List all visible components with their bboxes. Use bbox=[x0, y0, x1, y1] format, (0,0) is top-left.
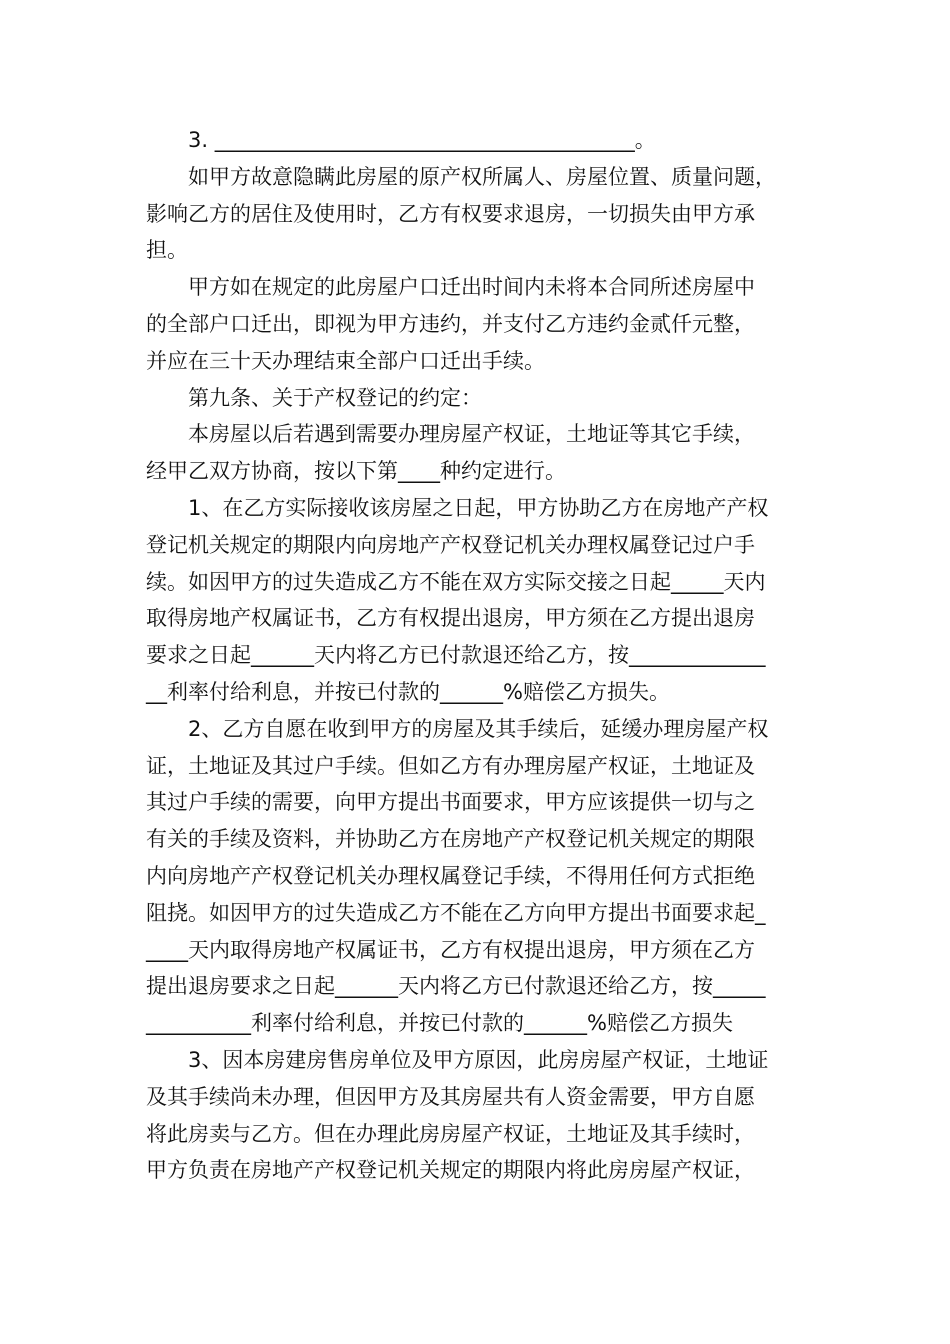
document-line: 经甲乙双方协商，按以下第____种约定进行。 bbox=[146, 459, 566, 484]
document-body bbox=[146, 122, 811, 1189]
document-line: 1、在乙方实际接收该房屋之日起，甲方协助乙方在房地产产权 bbox=[146, 495, 769, 520]
document-line: 提出退房要求之日起______天内将乙方已付款退还给乙方，按_____ bbox=[146, 974, 766, 999]
document-line: 登记机关规定的期限内向房地产产权登记机关办理权属登记过户手 bbox=[146, 532, 755, 557]
document-line: 有关的手续及资料，并协助乙方在房地产产权登记机关规定的期限 bbox=[146, 827, 755, 852]
document-line: 2、乙方自愿在收到甲方的房屋及其手续后，延缓办理房屋产权 bbox=[146, 716, 769, 741]
document-line: 本房屋以后若遇到需要办理房屋产权证，土地证等其它手续， bbox=[146, 422, 755, 447]
document-line: 证，土地证及其过户手续。但如乙方有办理房屋产权证，土地证及 bbox=[146, 753, 755, 778]
document-line: 及其手续尚未办理，但因甲方及其房屋共有人资金需要，甲方自愿 bbox=[146, 1084, 755, 1109]
document-line: 甲方如在规定的此房屋户口迁出时间内未将本合同所述房屋中 bbox=[146, 275, 755, 300]
document-line: 影响乙方的居住及使用时，乙方有权要求退房，一切损失由甲方承 bbox=[146, 201, 755, 226]
document-line: 如甲方故意隐瞒此房屋的原产权所属人、房屋位置、质量问题， bbox=[146, 164, 776, 189]
document-line: __________利率付给利息，并按已付款的______%赔偿乙方损失 bbox=[146, 1011, 733, 1036]
document-line: 取得房地产权属证书，乙方有权提出退房，甲方须在乙方提出退房 bbox=[146, 606, 755, 631]
document-line: ____天内取得房地产权属证书，乙方有权提出退房，甲方须在乙方 bbox=[146, 937, 755, 962]
document-line: 第九条、关于产权登记的约定： bbox=[146, 385, 482, 410]
document-line: 担。 bbox=[146, 238, 188, 263]
document-line: 要求之日起______天内将乙方已付款退还给乙方，按_____________ bbox=[146, 643, 766, 668]
document-line: 的全部户口迁出，即视为甲方违约，并支付乙方违约金贰仟元整， bbox=[146, 311, 755, 336]
document-line: 阻挠。如因甲方的过失造成乙方不能在乙方向甲方提出书面要求起_ bbox=[146, 900, 766, 925]
document-line: 将此房卖与乙方。但在办理此房房屋产权证，土地证及其手续时， bbox=[146, 1121, 755, 1146]
document-line: 3、因本房建房售房单位及甲方原因，此房房屋产权证，土地证 bbox=[146, 1047, 769, 1072]
document-line: __利率付给利息，并按已付款的______%赔偿乙方损失。 bbox=[146, 679, 670, 704]
document-line: 并应在三十天办理结束全部户口迁出手续。 bbox=[146, 348, 545, 373]
document-line: 甲方负责在房地产产权登记机关规定的期限内将此房房屋产权证， bbox=[146, 1158, 755, 1183]
document-line: 内向房地产产权登记机关办理权属登记手续，不得用任何方式拒绝 bbox=[146, 863, 755, 888]
document-line: 续。如因甲方的过失造成乙方不能在双方实际交接之日起_____天内 bbox=[146, 569, 766, 594]
document-line: 其过户手续的需要，向甲方提出书面要求，甲方应该提供一切与之 bbox=[146, 790, 755, 815]
document-line: 3. ________________________________________。 bbox=[146, 128, 656, 152]
